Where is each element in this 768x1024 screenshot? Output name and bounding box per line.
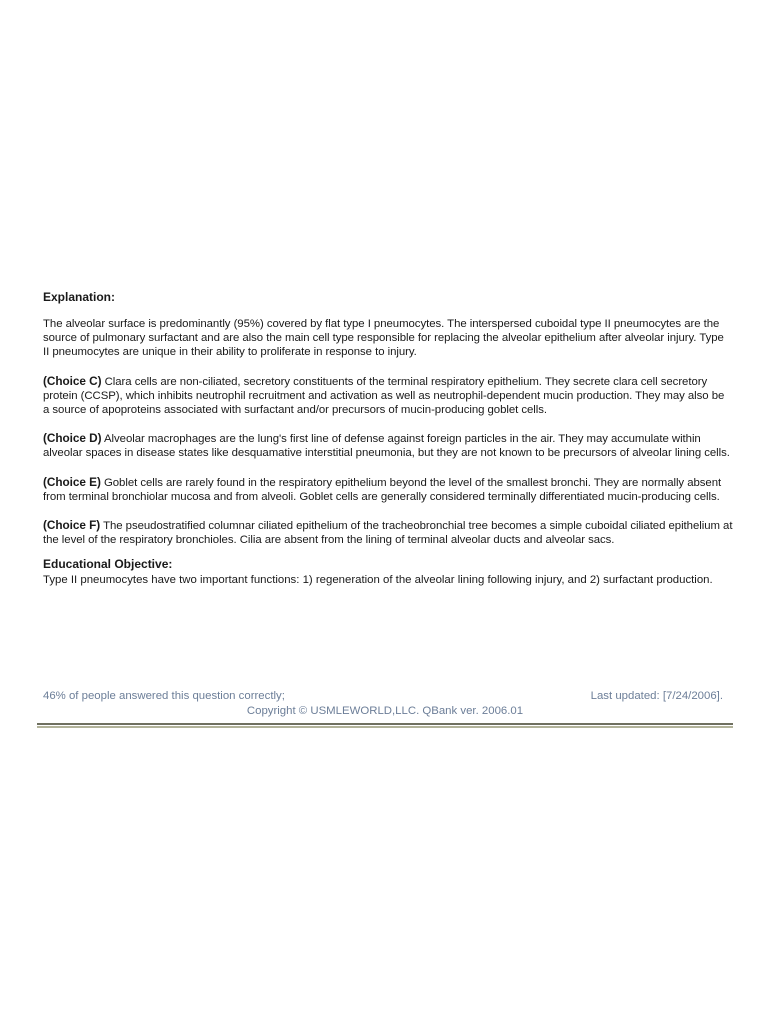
objective-heading: Educational Objective: [43,557,173,572]
explanation-heading: Explanation: [43,290,116,304]
choice-f-label: (Choice F) [43,518,101,533]
objective-text: Type II pneumocytes have two important functions: 1) regeneration of the alveolar lining following injury, and 2) surfactant production. [43,574,713,587]
footer-row [43,690,723,703]
copyright: Copyright © USMLEWORLD,LLC. QBank ver. 2006.01 [246,705,524,717]
choice-f-paragraph [43,518,733,547]
choice-c-paragraph [43,374,733,418]
explanation-section [43,290,733,588]
choice-e-paragraph [43,475,733,504]
choice-d-paragraph [43,431,733,460]
footer [43,690,723,718]
choice-d-text: Alveolar macrophages are the lung's first line of defense against foreign particles in the air. They may accumulate within alveolar spaces in disease states like desquamative interstitial pneumonia, but they are not known to be precursors of alveolar lining cells. [43,433,730,460]
choice-e-label: (Choice E) [43,474,101,489]
choice-c-label: (Choice C) [43,373,102,388]
explanation-intro: The alveolar surface is predominantly (95%) covered by flat type I pneumocytes. The interspersed cuboidal type II pneumocytes are the source of pulmonary surfactant and are also the main cell type responsible for replacing the alveolar epithelium after alveolar injury. Type II pneumocytes are unique in their ability to proliferate in response to injury. [43,318,724,359]
answer-stats: 46% of people answered this question correctly; [43,690,285,702]
choice-d-label: (Choice D) [43,431,102,446]
last-updated: Last updated: [7/24/2006]. [590,690,723,702]
choice-e-text: Goblet cells are rarely found in the respiratory epithelium beyond the level of the smallest bronchi. They are normally absent from terminal bronchiolar mucosa and from alveoli. Goblet cells are generally considered terminally differentiated mucin-producing cells. [43,476,722,503]
choice-f-text: The pseudostratified columnar ciliated epithelium of the tracheobronchial tree becomes a simple cuboidal ciliated epithelium at the level of the respiratory bronchioles. Cilia are absent from the lining of terminal alveolar ducts and alveolar sacs. [43,520,733,547]
footer-divider [37,723,733,728]
choice-c-text: Clara cells are non-ciliated, secretory constituents of the terminal respiratory epithelium. They secrete clara cell secretory protein (CCSP), which inhibits neutrophil recruitment and activation as well as neutrophil-dependent mucin production. They may also be a source of apoproteins associated with surfactant and/or precursors of mucin-producing goblet cells. [43,375,725,417]
